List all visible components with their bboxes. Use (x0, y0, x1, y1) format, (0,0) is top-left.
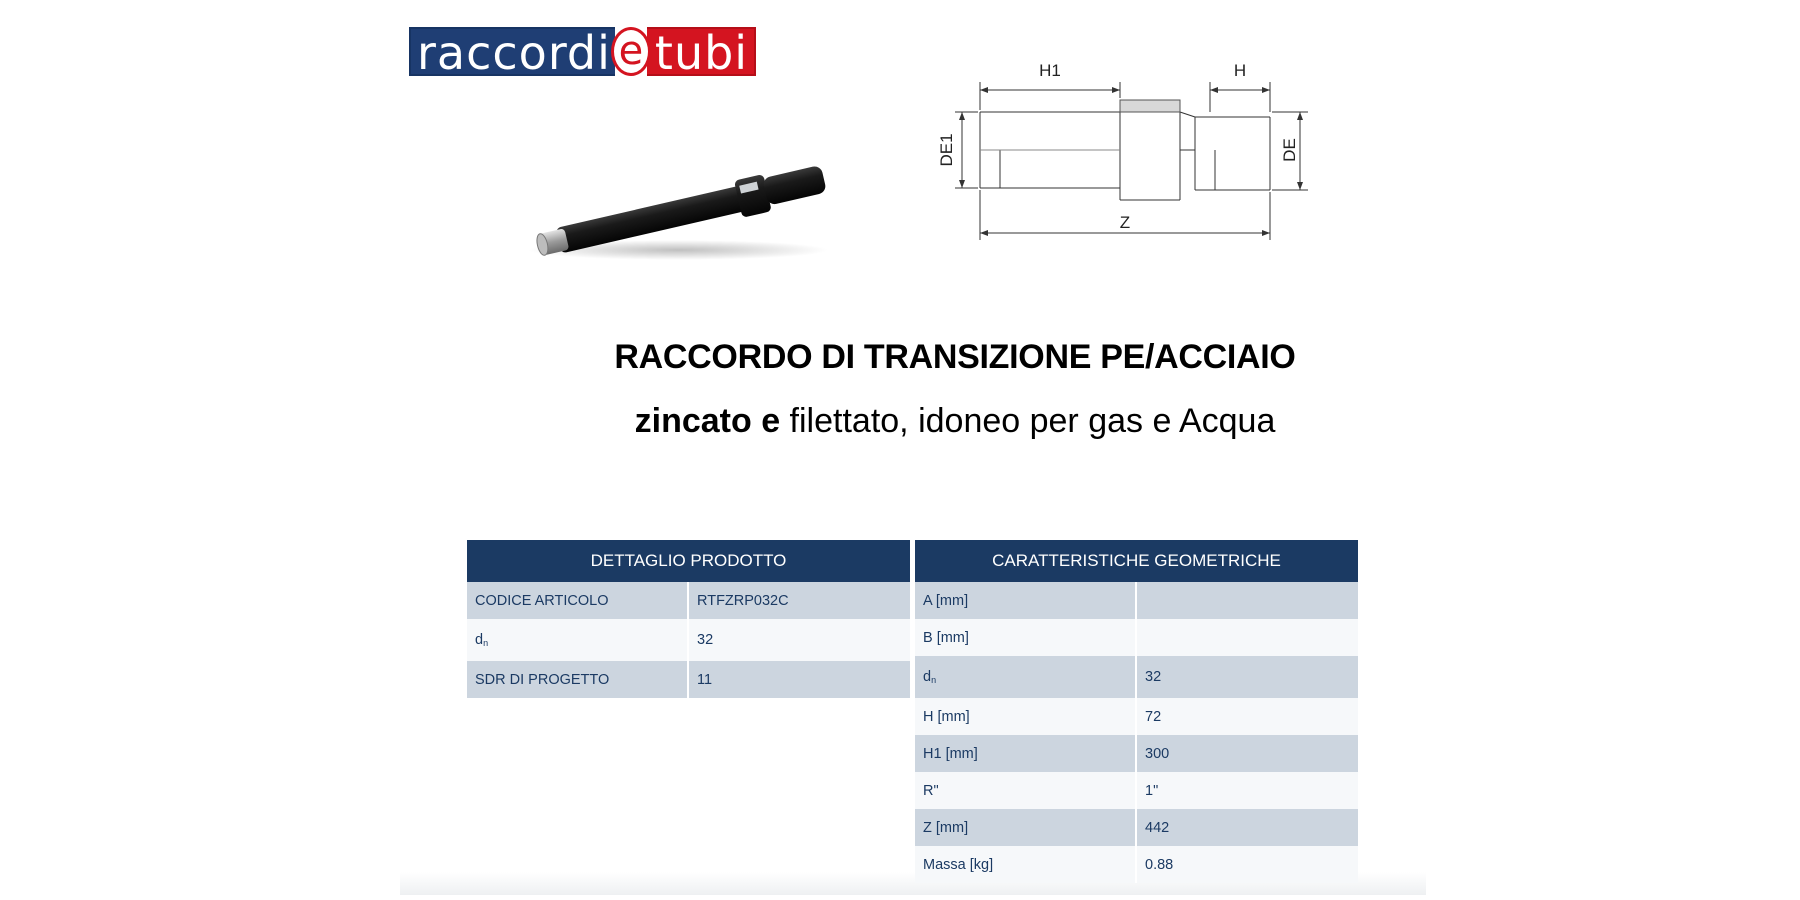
technical-drawing (937, 50, 1330, 250)
drawing-label-de1: DE1 (937, 133, 956, 167)
detail-table-header: DETTAGLIO PRODOTTO (467, 540, 910, 582)
label-subscript: n (931, 675, 937, 685)
row-value: 11 (688, 661, 910, 698)
row-value: 72 (1136, 698, 1358, 735)
row-label: B [mm] (915, 619, 1136, 656)
logo-text-left: raccordi (409, 27, 615, 76)
table-row (467, 619, 910, 661)
row-label: CODICE ARTICOLO (467, 582, 688, 619)
brand-logo (409, 26, 756, 80)
label-subscript: n (483, 638, 489, 648)
row-label: SDR DI PROGETTO (467, 661, 688, 698)
row-value: 300 (1136, 735, 1358, 772)
table-row (467, 582, 910, 619)
row-label: H [mm] (915, 698, 1136, 735)
row-label (467, 619, 688, 661)
drawing-label-h: H (1233, 61, 1247, 80)
product-subtitle (400, 402, 1510, 441)
drawing-label-de: DE (1280, 138, 1299, 162)
geometry-table-header: CARATTERISTICHE GEOMETRICHE (915, 540, 1358, 582)
table-row (915, 656, 1358, 698)
table-row (915, 619, 1358, 656)
label-main: d (475, 632, 484, 648)
row-value: 32 (688, 619, 910, 661)
row-label: R" (915, 772, 1136, 809)
row-value: 442 (1136, 809, 1358, 846)
row-value: RTFZRP032C (688, 582, 910, 619)
product-detail-table (467, 540, 910, 698)
table-row (915, 582, 1358, 619)
product-photo (528, 150, 838, 270)
product-title: RACCORDO DI TRANSIZIONE PE/ACCIAIO (614, 338, 1296, 376)
table-row (915, 772, 1358, 809)
row-value: 32 (1136, 656, 1358, 698)
row-label: H1 [mm] (915, 735, 1136, 772)
row-value (1136, 582, 1358, 619)
row-label: Massa [kg] (915, 846, 1136, 883)
logo-text-right: tubi (647, 27, 756, 76)
subtitle-rest: filettato, idoneo per gas e Acqua (780, 402, 1276, 440)
logo-text-middle: e (611, 27, 651, 76)
table-row (467, 661, 910, 698)
row-label: A [mm] (915, 582, 1136, 619)
table-row (915, 698, 1358, 735)
geometry-table (915, 540, 1358, 883)
row-value: 1" (1136, 772, 1358, 809)
drawing-label-h1: H1 (1039, 61, 1061, 80)
row-value (1136, 619, 1358, 656)
table-row (915, 846, 1358, 883)
row-label (915, 656, 1136, 698)
table-row (915, 809, 1358, 846)
row-value: 0.88 (1136, 846, 1358, 883)
table-row (915, 735, 1358, 772)
drawing-label-z: Z (1119, 213, 1131, 232)
subtitle-bold: zincato e (634, 402, 781, 440)
row-label: Z [mm] (915, 809, 1136, 846)
label-main: d (923, 669, 932, 685)
